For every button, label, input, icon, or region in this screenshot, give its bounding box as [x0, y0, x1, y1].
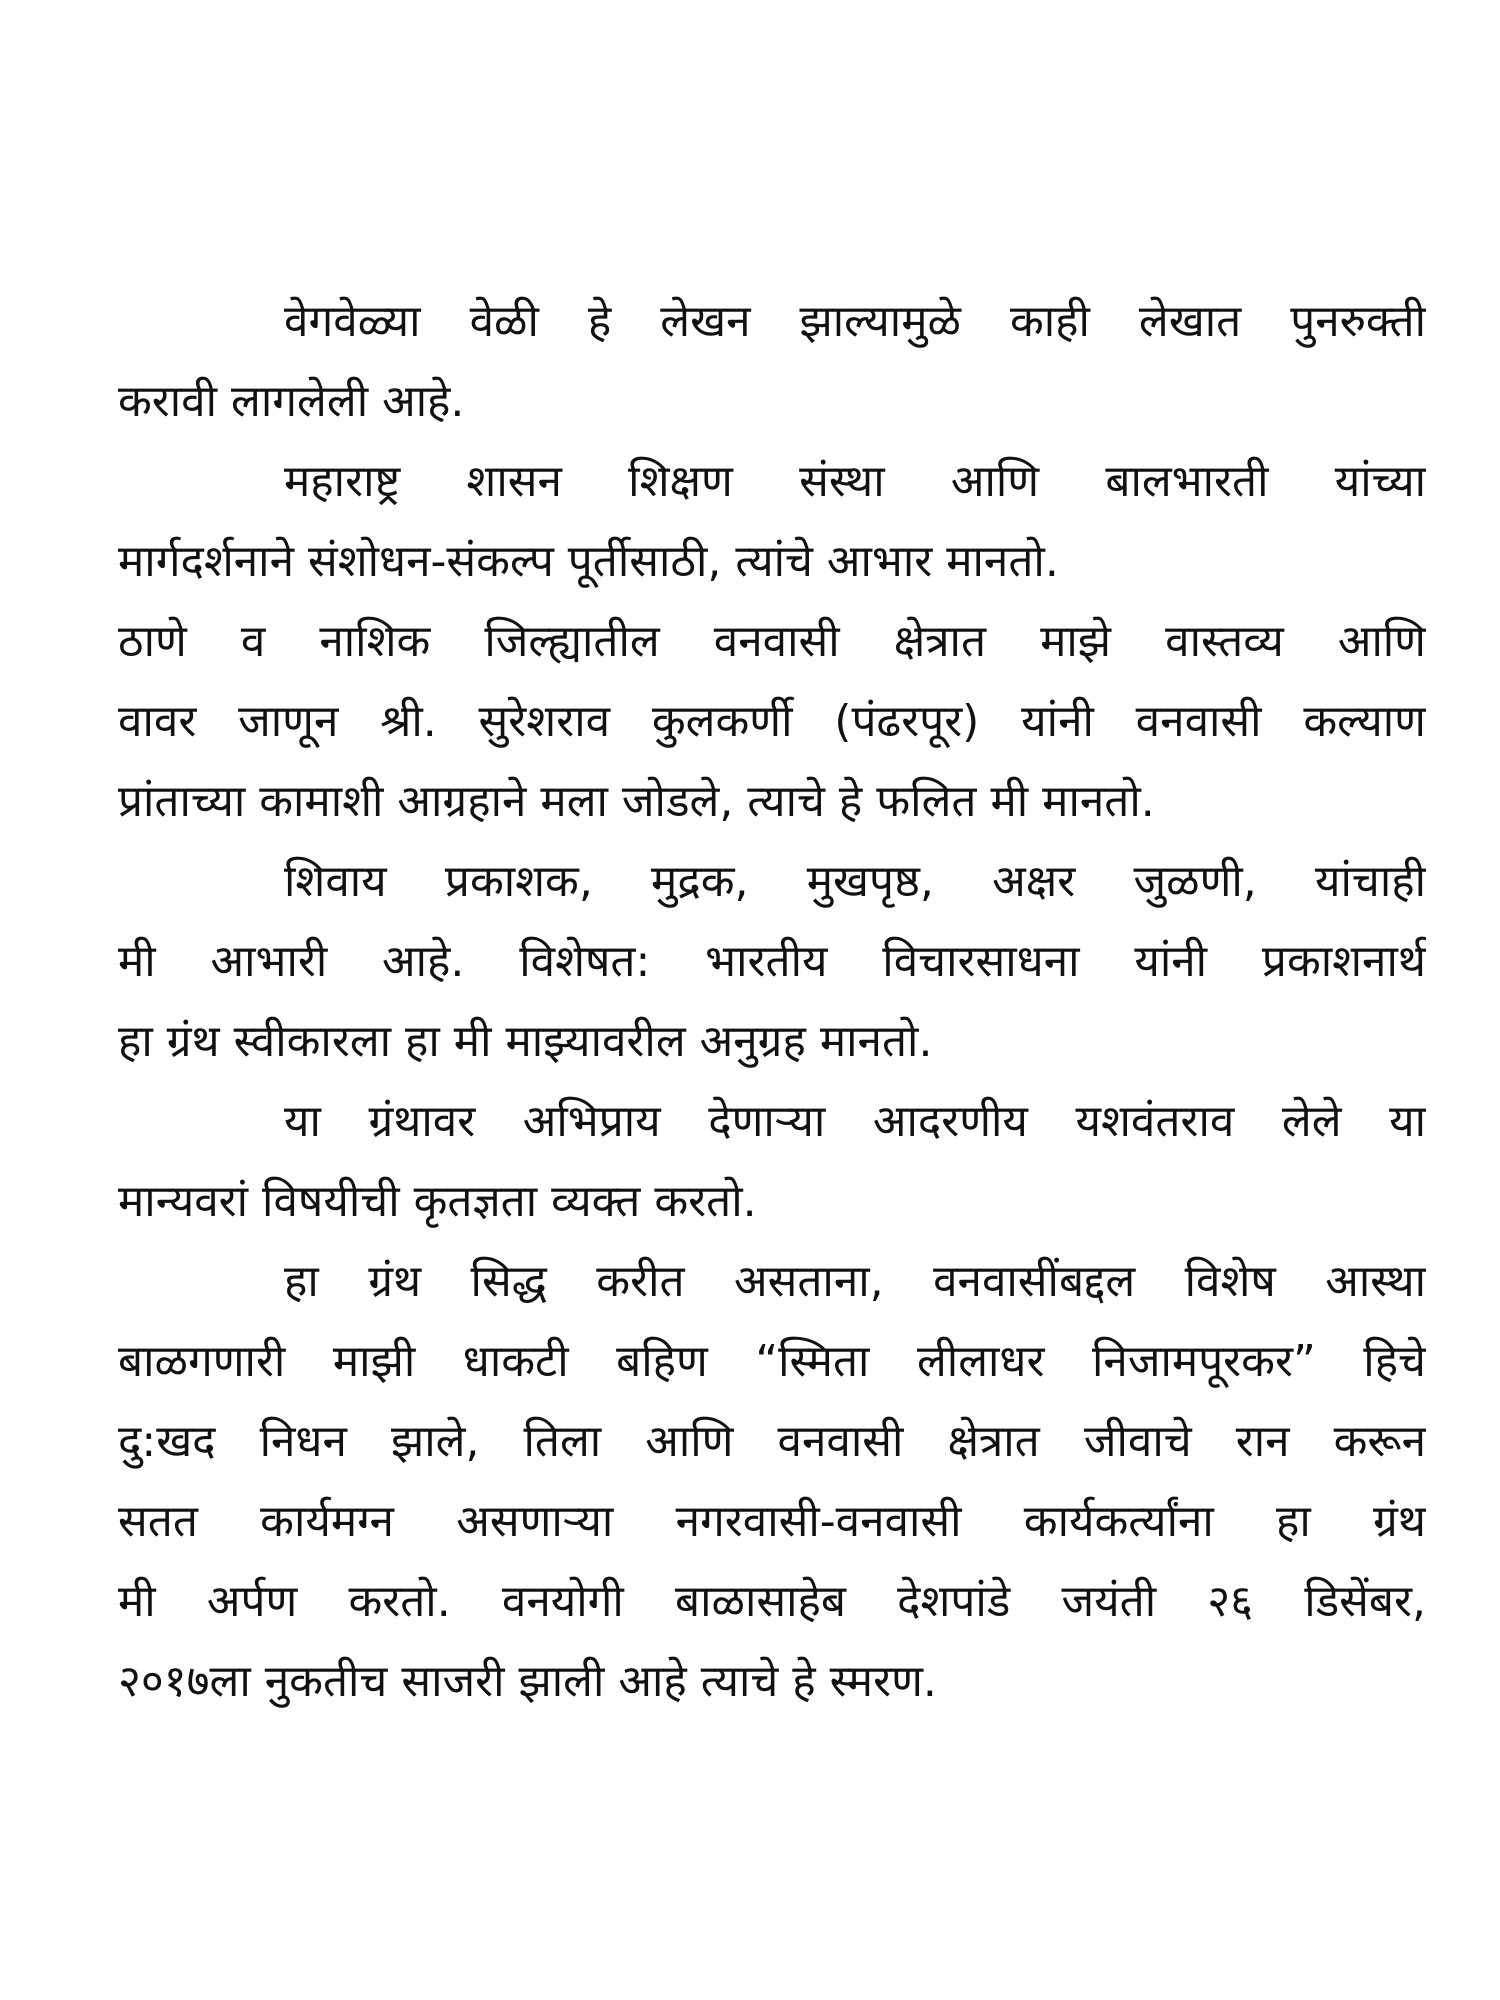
text-line: प्रांताच्या कामाशी आग्रहाने मला जोडले, त्याचे हे फलित मी मानतो. [118, 776, 1155, 827]
text-line: सतत कार्यमग्न असणाऱ्या नगरवासी-वनवासी कार्यकर्त्यांना हा ग्रंथ [118, 1496, 1426, 1547]
body-text [118, 282, 1426, 1722]
text-line: महाराष्ट्र शासन शिक्षण संस्था आणि बालभारती यांच्या [284, 456, 1426, 507]
text-line: मी अर्पण करतो. वनयोगी बाळासाहेब देशपांडे जयंती २६ डिसेंबर, [118, 1576, 1426, 1627]
text-line: मान्यवरां विषयीची कृतज्ञता व्यक्त करतो. [118, 1176, 757, 1227]
text-line: हा ग्रंथ स्वीकारला हा मी माझ्यावरील अनुग्रह मानतो. [118, 1016, 933, 1067]
text-line: ठाणे व नाशिक जिल्ह्यातील वनवासी क्षेत्रात माझे वास्तव्य आणि [118, 616, 1426, 667]
text-line: करावी लागलेली आहे. [118, 376, 465, 427]
text-line: मार्गदर्शनाने संशोधन-संकल्प पूर्तीसाठी, त्यांचे आभार मानतो. [118, 536, 1059, 587]
text-line: शिवाय प्रकाशक, मुद्रक, मुखपृष्ठ, अक्षर जुळणी, यांचाही [284, 856, 1426, 907]
text-line: मी आभारी आहे. विशेषत: भारतीय विचारसाधना यांनी प्रकाशनार्थ [118, 936, 1426, 987]
text-line: वावर जाणून श्री. सुरेशराव कुलकर्णी (पंढरपूर) यांनी वनवासी कल्याण [118, 696, 1426, 747]
text-line: बाळगणारी माझी धाकटी बहिण “स्मिता लीलाधर निजामपूरकर” हिचे [118, 1336, 1426, 1387]
text-line: वेगवेळ्या वेळी हे लेखन झाल्यामुळे काही लेखात पुनरुक्ती [284, 296, 1426, 347]
text-line: हा ग्रंथ सिद्ध करीत असताना, वनवासींबद्दल विशेष आस्था [284, 1256, 1426, 1307]
text-line: २०१७ला नुकतीच साजरी झाली आहे त्याचे हे स्मरण. [118, 1656, 937, 1707]
text-line: दु:खद निधन झाले, तिला आणि वनवासी क्षेत्रात जीवाचे रान करून [118, 1416, 1426, 1467]
text-line: या ग्रंथावर अभिप्राय देणाऱ्या आदरणीय यशवंतराव लेले या [284, 1096, 1426, 1147]
